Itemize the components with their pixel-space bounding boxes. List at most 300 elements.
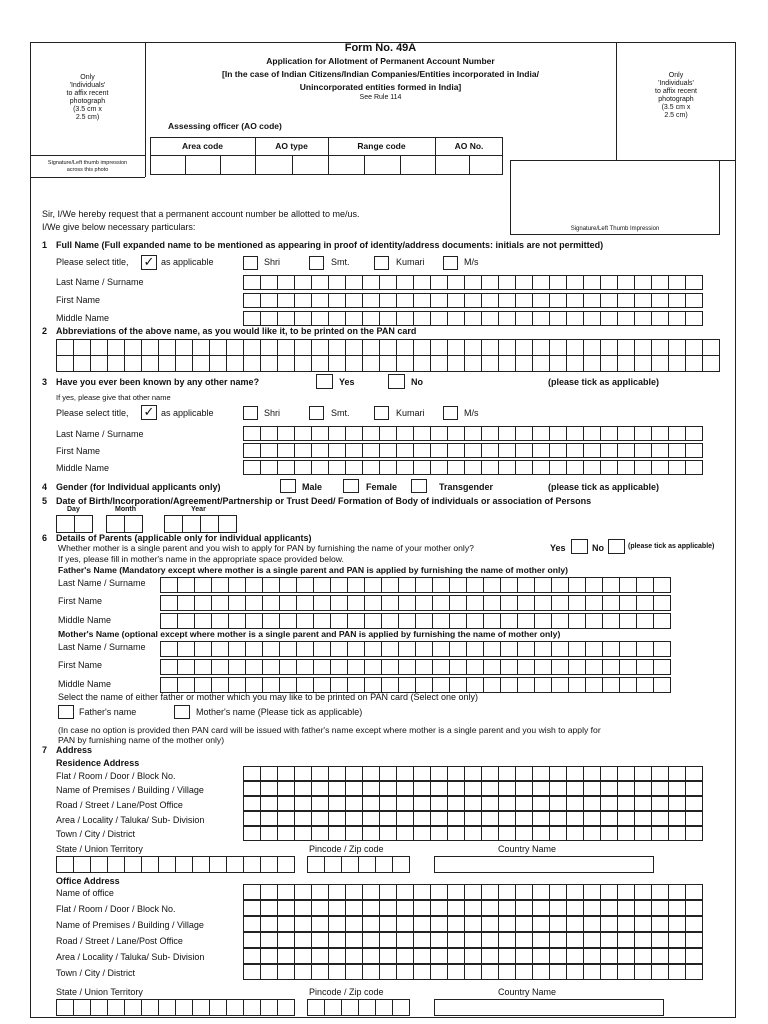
char-box[interactable] xyxy=(447,900,465,916)
char-box[interactable] xyxy=(651,426,669,441)
char-box[interactable] xyxy=(260,293,278,308)
s7-res-country-field[interactable] xyxy=(434,856,654,873)
char-box[interactable] xyxy=(498,460,516,475)
char-box[interactable] xyxy=(396,948,414,964)
char-box[interactable] xyxy=(413,339,431,356)
char-box[interactable] xyxy=(500,677,518,693)
char-box[interactable] xyxy=(668,426,686,441)
char-box[interactable] xyxy=(379,275,397,290)
char-box[interactable] xyxy=(396,811,414,826)
char-box[interactable] xyxy=(362,932,380,948)
char-box[interactable] xyxy=(634,443,652,458)
char-box[interactable] xyxy=(260,781,278,796)
s1-kumari-checkbox[interactable] xyxy=(374,256,389,270)
char-box[interactable] xyxy=(396,884,414,900)
char-box[interactable] xyxy=(619,677,637,693)
char-box[interactable] xyxy=(532,426,550,441)
char-box[interactable] xyxy=(345,339,363,356)
s7-off-flat-grid[interactable] xyxy=(243,900,703,916)
s7-off-area-grid[interactable] xyxy=(243,948,703,964)
char-box[interactable] xyxy=(379,811,397,826)
char-box[interactable] xyxy=(311,311,329,326)
char-box[interactable] xyxy=(362,948,380,964)
char-box[interactable] xyxy=(73,355,91,372)
char-box[interactable] xyxy=(260,426,278,441)
char-box[interactable] xyxy=(585,577,603,593)
char-box[interactable] xyxy=(515,781,533,796)
char-box[interactable] xyxy=(430,339,448,356)
char-box[interactable] xyxy=(583,811,601,826)
char-box[interactable] xyxy=(379,339,397,356)
char-box[interactable] xyxy=(245,641,263,657)
char-box[interactable] xyxy=(685,275,703,290)
char-box[interactable] xyxy=(362,964,380,980)
char-box[interactable] xyxy=(328,948,346,964)
char-box[interactable] xyxy=(517,577,535,593)
char-box[interactable] xyxy=(534,595,552,611)
char-box[interactable] xyxy=(549,964,567,980)
char-box[interactable] xyxy=(651,460,669,475)
char-box[interactable] xyxy=(379,948,397,964)
char-box[interactable] xyxy=(481,900,499,916)
char-box[interactable] xyxy=(532,460,550,475)
s1-last-grid[interactable] xyxy=(243,275,703,290)
char-box[interactable] xyxy=(685,355,703,372)
char-box[interactable] xyxy=(328,796,346,811)
char-box[interactable] xyxy=(124,856,142,873)
char-box[interactable] xyxy=(313,595,331,611)
char-box[interactable] xyxy=(551,577,569,593)
char-box[interactable] xyxy=(566,932,584,948)
char-box[interactable] xyxy=(668,443,686,458)
char-box[interactable] xyxy=(311,948,329,964)
char-box[interactable] xyxy=(228,641,246,657)
char-box[interactable] xyxy=(328,426,346,441)
char-box[interactable] xyxy=(447,293,465,308)
char-box[interactable] xyxy=(294,311,312,326)
char-box[interactable] xyxy=(243,293,261,308)
char-box[interactable] xyxy=(617,826,635,841)
char-box[interactable] xyxy=(568,577,586,593)
char-box[interactable] xyxy=(413,311,431,326)
char-box[interactable] xyxy=(600,916,618,932)
char-box[interactable] xyxy=(447,964,465,980)
char-box[interactable] xyxy=(685,443,703,458)
char-box[interactable] xyxy=(651,948,669,964)
char-box[interactable] xyxy=(498,948,516,964)
char-box[interactable] xyxy=(498,964,516,980)
s7-off-state-grid[interactable] xyxy=(56,999,295,1016)
char-box[interactable] xyxy=(379,796,397,811)
char-box[interactable] xyxy=(534,613,552,629)
s3-kumari-checkbox[interactable] xyxy=(374,406,389,420)
char-box[interactable] xyxy=(141,339,159,356)
char-box[interactable] xyxy=(617,311,635,326)
s6-father-middle-grid[interactable] xyxy=(160,613,671,629)
char-box[interactable] xyxy=(634,916,652,932)
char-box[interactable] xyxy=(358,856,376,873)
char-box[interactable] xyxy=(328,311,346,326)
char-box[interactable] xyxy=(379,781,397,796)
char-box[interactable] xyxy=(379,355,397,372)
char-box[interactable] xyxy=(685,964,703,980)
char-box[interactable] xyxy=(498,811,516,826)
char-box[interactable] xyxy=(375,999,393,1016)
char-box[interactable] xyxy=(466,595,484,611)
char-box[interactable] xyxy=(413,781,431,796)
char-box[interactable] xyxy=(330,659,348,675)
char-box[interactable] xyxy=(447,460,465,475)
char-box[interactable] xyxy=(277,826,295,841)
char-box[interactable] xyxy=(328,826,346,841)
char-box[interactable] xyxy=(262,595,280,611)
char-box[interactable] xyxy=(430,884,448,900)
char-box[interactable] xyxy=(106,515,125,533)
char-box[interactable] xyxy=(277,856,295,873)
char-box[interactable] xyxy=(311,781,329,796)
char-box[interactable] xyxy=(294,355,312,372)
ao-cell-divider[interactable] xyxy=(292,155,293,175)
char-box[interactable] xyxy=(668,932,686,948)
char-box[interactable] xyxy=(294,900,312,916)
char-box[interactable] xyxy=(464,811,482,826)
char-box[interactable] xyxy=(243,426,261,441)
char-box[interactable] xyxy=(566,311,584,326)
char-box[interactable] xyxy=(277,900,295,916)
char-box[interactable] xyxy=(313,659,331,675)
char-box[interactable] xyxy=(617,900,635,916)
char-box[interactable] xyxy=(90,856,108,873)
char-box[interactable] xyxy=(481,796,499,811)
ao-cell-divider[interactable] xyxy=(185,155,186,175)
char-box[interactable] xyxy=(498,275,516,290)
char-box[interactable] xyxy=(483,641,501,657)
char-box[interactable] xyxy=(600,339,618,356)
char-box[interactable] xyxy=(243,811,261,826)
char-box[interactable] xyxy=(568,641,586,657)
char-box[interactable] xyxy=(447,311,465,326)
char-box[interactable] xyxy=(194,595,212,611)
char-box[interactable] xyxy=(653,613,671,629)
char-box[interactable] xyxy=(226,999,244,1016)
char-box[interactable] xyxy=(379,916,397,932)
char-box[interactable] xyxy=(532,916,550,932)
char-box[interactable] xyxy=(481,932,499,948)
char-box[interactable] xyxy=(296,595,314,611)
s6-mother-first-grid[interactable] xyxy=(160,659,671,675)
char-box[interactable] xyxy=(381,577,399,593)
char-box[interactable] xyxy=(583,826,601,841)
char-box[interactable] xyxy=(107,856,125,873)
s3-yes-checkbox[interactable] xyxy=(316,374,333,389)
char-box[interactable] xyxy=(498,796,516,811)
char-box[interactable] xyxy=(634,884,652,900)
char-box[interactable] xyxy=(515,275,533,290)
char-box[interactable] xyxy=(415,659,433,675)
char-box[interactable] xyxy=(602,595,620,611)
char-box[interactable] xyxy=(124,999,142,1016)
char-box[interactable] xyxy=(396,916,414,932)
char-box[interactable] xyxy=(583,900,601,916)
char-box[interactable] xyxy=(311,932,329,948)
char-box[interactable] xyxy=(345,355,363,372)
char-box[interactable] xyxy=(56,339,74,356)
char-box[interactable] xyxy=(483,595,501,611)
char-box[interactable] xyxy=(549,426,567,441)
char-box[interactable] xyxy=(549,900,567,916)
char-box[interactable] xyxy=(330,595,348,611)
char-box[interactable] xyxy=(583,355,601,372)
char-box[interactable] xyxy=(107,339,125,356)
char-box[interactable] xyxy=(324,999,342,1016)
char-box[interactable] xyxy=(532,796,550,811)
char-box[interactable] xyxy=(73,339,91,356)
char-box[interactable] xyxy=(532,311,550,326)
char-box[interactable] xyxy=(447,781,465,796)
char-box[interactable] xyxy=(430,900,448,916)
char-box[interactable] xyxy=(294,460,312,475)
char-box[interactable] xyxy=(634,964,652,980)
char-box[interactable] xyxy=(498,932,516,948)
char-box[interactable] xyxy=(381,659,399,675)
char-box[interactable] xyxy=(685,460,703,475)
char-box[interactable] xyxy=(532,781,550,796)
char-box[interactable] xyxy=(447,355,465,372)
s6-mother-last-grid[interactable] xyxy=(160,641,671,657)
char-box[interactable] xyxy=(636,677,654,693)
char-box[interactable] xyxy=(362,900,380,916)
char-box[interactable] xyxy=(447,443,465,458)
char-box[interactable] xyxy=(634,460,652,475)
s7-res-premises-grid[interactable] xyxy=(243,781,703,796)
char-box[interactable] xyxy=(634,311,652,326)
char-box[interactable] xyxy=(583,781,601,796)
char-box[interactable] xyxy=(330,577,348,593)
char-box[interactable] xyxy=(585,641,603,657)
char-box[interactable] xyxy=(566,443,584,458)
char-box[interactable] xyxy=(194,613,212,629)
char-box[interactable] xyxy=(396,293,414,308)
char-box[interactable] xyxy=(551,613,569,629)
char-box[interactable] xyxy=(379,293,397,308)
char-box[interactable] xyxy=(160,641,178,657)
char-box[interactable] xyxy=(636,595,654,611)
char-box[interactable] xyxy=(413,443,431,458)
char-box[interactable] xyxy=(430,293,448,308)
char-box[interactable] xyxy=(651,964,669,980)
char-box[interactable] xyxy=(566,964,584,980)
char-box[interactable] xyxy=(583,964,601,980)
char-box[interactable] xyxy=(685,916,703,932)
char-box[interactable] xyxy=(279,677,297,693)
char-box[interactable] xyxy=(515,948,533,964)
char-box[interactable] xyxy=(211,641,229,657)
char-box[interactable] xyxy=(211,595,229,611)
char-box[interactable] xyxy=(243,932,261,948)
char-box[interactable] xyxy=(464,426,482,441)
char-box[interactable] xyxy=(532,275,550,290)
char-box[interactable] xyxy=(218,515,237,533)
char-box[interactable] xyxy=(243,355,261,372)
char-box[interactable] xyxy=(277,964,295,980)
s1-first-grid[interactable] xyxy=(243,293,703,308)
char-box[interactable] xyxy=(347,677,365,693)
char-box[interactable] xyxy=(307,856,325,873)
char-box[interactable] xyxy=(398,595,416,611)
char-box[interactable] xyxy=(583,460,601,475)
char-box[interactable] xyxy=(347,613,365,629)
s7-res-flat-grid[interactable] xyxy=(243,766,703,781)
char-box[interactable] xyxy=(413,426,431,441)
char-box[interactable] xyxy=(396,275,414,290)
char-box[interactable] xyxy=(464,826,482,841)
char-box[interactable] xyxy=(685,826,703,841)
char-box[interactable] xyxy=(653,677,671,693)
char-box[interactable] xyxy=(296,641,314,657)
char-box[interactable] xyxy=(398,577,416,593)
char-box[interactable] xyxy=(260,884,278,900)
char-box[interactable] xyxy=(362,826,380,841)
char-box[interactable] xyxy=(396,355,414,372)
char-box[interactable] xyxy=(362,811,380,826)
char-box[interactable] xyxy=(158,355,176,372)
s1-middle-grid[interactable] xyxy=(243,311,703,326)
char-box[interactable] xyxy=(549,826,567,841)
char-box[interactable] xyxy=(260,355,278,372)
char-box[interactable] xyxy=(447,932,465,948)
char-box[interactable] xyxy=(228,595,246,611)
char-box[interactable] xyxy=(617,339,635,356)
char-box[interactable] xyxy=(375,856,393,873)
char-box[interactable] xyxy=(500,641,518,657)
char-box[interactable] xyxy=(294,293,312,308)
char-box[interactable] xyxy=(532,443,550,458)
char-box[interactable] xyxy=(364,577,382,593)
char-box[interactable] xyxy=(277,916,295,932)
char-box[interactable] xyxy=(328,811,346,826)
char-box[interactable] xyxy=(517,677,535,693)
char-box[interactable] xyxy=(566,796,584,811)
char-box[interactable] xyxy=(177,677,195,693)
char-box[interactable] xyxy=(209,999,227,1016)
char-box[interactable] xyxy=(328,932,346,948)
char-box[interactable] xyxy=(341,856,359,873)
char-box[interactable] xyxy=(500,659,518,675)
s7-off-town-grid[interactable] xyxy=(243,964,703,980)
s6-father-first-grid[interactable] xyxy=(160,595,671,611)
char-box[interactable] xyxy=(702,339,720,356)
char-box[interactable] xyxy=(243,826,261,841)
char-box[interactable] xyxy=(262,613,280,629)
char-box[interactable] xyxy=(430,916,448,932)
char-box[interactable] xyxy=(464,311,482,326)
s7-off-road-grid[interactable] xyxy=(243,932,703,948)
s7-off-country-field[interactable] xyxy=(434,999,664,1016)
char-box[interactable] xyxy=(515,916,533,932)
char-box[interactable] xyxy=(294,916,312,932)
char-box[interactable] xyxy=(175,355,193,372)
char-box[interactable] xyxy=(347,641,365,657)
char-box[interactable] xyxy=(124,339,142,356)
char-box[interactable] xyxy=(634,826,652,841)
char-box[interactable] xyxy=(413,275,431,290)
char-box[interactable] xyxy=(211,659,229,675)
char-box[interactable] xyxy=(583,443,601,458)
char-box[interactable] xyxy=(345,932,363,948)
char-box[interactable] xyxy=(651,781,669,796)
char-box[interactable] xyxy=(464,293,482,308)
char-box[interactable] xyxy=(311,426,329,441)
char-box[interactable] xyxy=(515,811,533,826)
char-box[interactable] xyxy=(260,766,278,781)
char-box[interactable] xyxy=(311,460,329,475)
char-box[interactable] xyxy=(483,577,501,593)
char-box[interactable] xyxy=(294,932,312,948)
char-box[interactable] xyxy=(141,856,159,873)
char-box[interactable] xyxy=(243,443,261,458)
s2-abbrev-grid-row2[interactable] xyxy=(56,355,720,372)
char-box[interactable] xyxy=(549,275,567,290)
char-box[interactable] xyxy=(413,826,431,841)
char-box[interactable] xyxy=(515,900,533,916)
char-box[interactable] xyxy=(330,613,348,629)
char-box[interactable] xyxy=(311,275,329,290)
char-box[interactable] xyxy=(277,311,295,326)
char-box[interactable] xyxy=(362,339,380,356)
char-box[interactable] xyxy=(260,856,278,873)
char-box[interactable] xyxy=(396,826,414,841)
char-box[interactable] xyxy=(345,964,363,980)
char-box[interactable] xyxy=(328,781,346,796)
char-box[interactable] xyxy=(481,884,499,900)
char-box[interactable] xyxy=(668,796,686,811)
char-box[interactable] xyxy=(364,659,382,675)
char-box[interactable] xyxy=(634,781,652,796)
char-box[interactable] xyxy=(549,355,567,372)
char-box[interactable] xyxy=(449,659,467,675)
char-box[interactable] xyxy=(328,900,346,916)
char-box[interactable] xyxy=(160,577,178,593)
char-box[interactable] xyxy=(617,916,635,932)
char-box[interactable] xyxy=(600,443,618,458)
char-box[interactable] xyxy=(396,443,414,458)
char-box[interactable] xyxy=(602,613,620,629)
char-box[interactable] xyxy=(260,811,278,826)
s3-ms-checkbox[interactable] xyxy=(443,406,458,420)
char-box[interactable] xyxy=(447,339,465,356)
char-box[interactable] xyxy=(124,355,142,372)
char-box[interactable] xyxy=(566,884,584,900)
s5-day-grid[interactable] xyxy=(56,515,93,533)
char-box[interactable] xyxy=(413,766,431,781)
char-box[interactable] xyxy=(396,964,414,980)
s3-first-grid[interactable] xyxy=(243,443,703,458)
char-box[interactable] xyxy=(56,355,74,372)
s4-female-checkbox[interactable] xyxy=(343,479,359,493)
char-box[interactable] xyxy=(651,932,669,948)
char-box[interactable] xyxy=(277,811,295,826)
char-box[interactable] xyxy=(464,781,482,796)
char-box[interactable] xyxy=(160,595,178,611)
char-box[interactable] xyxy=(515,932,533,948)
char-box[interactable] xyxy=(685,311,703,326)
char-box[interactable] xyxy=(413,460,431,475)
char-box[interactable] xyxy=(74,515,93,533)
char-box[interactable] xyxy=(515,884,533,900)
char-box[interactable] xyxy=(413,355,431,372)
char-box[interactable] xyxy=(194,659,212,675)
char-box[interactable] xyxy=(466,677,484,693)
